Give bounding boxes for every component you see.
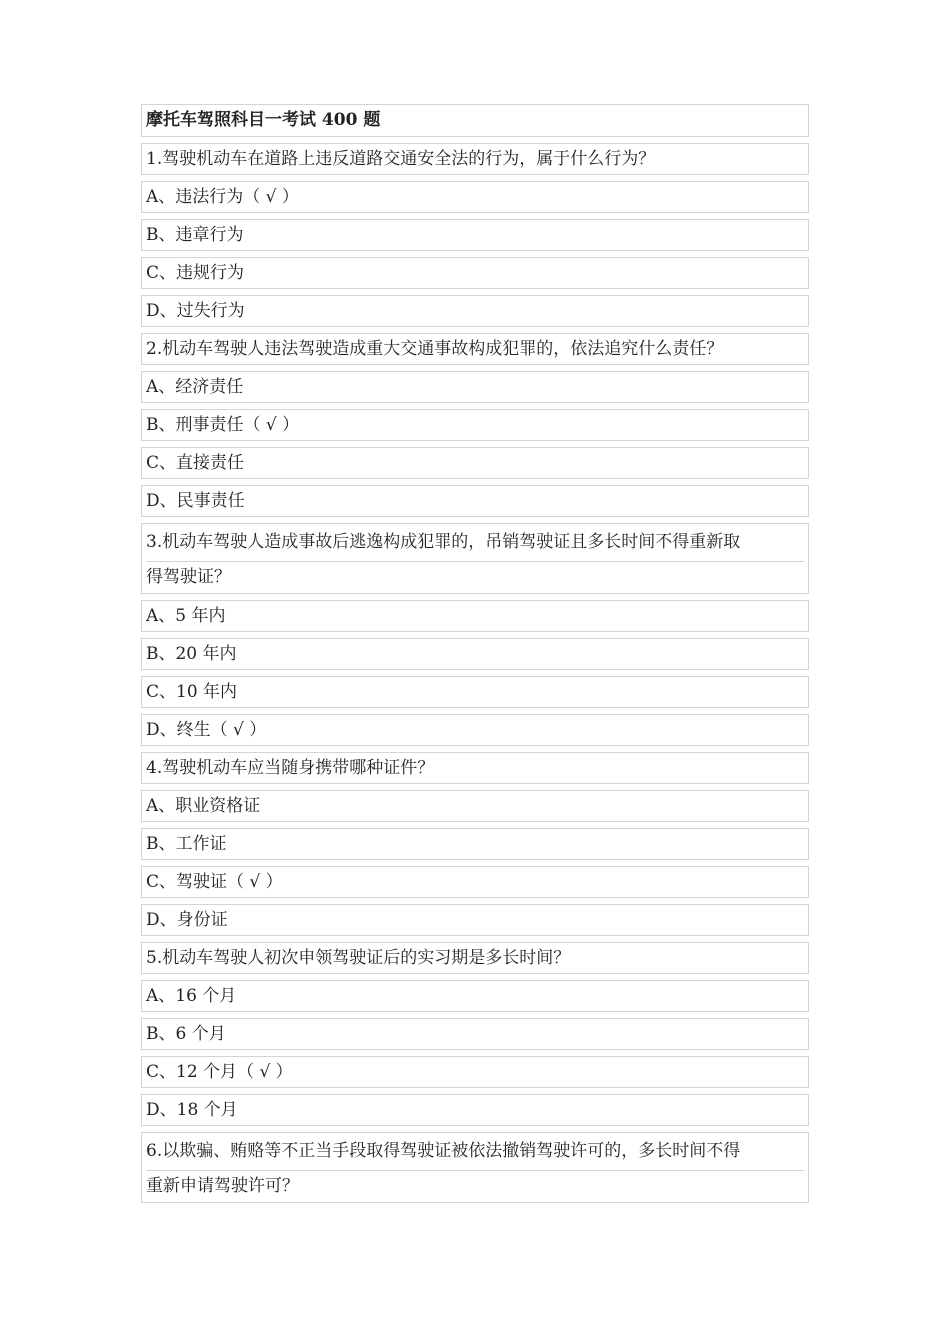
question-6-line-2: 重新申请驾驶许可？	[146, 1176, 299, 1196]
option-2d: D、民事责任	[141, 485, 809, 517]
option-3d: D、终生（ √ ）	[141, 714, 809, 746]
option-2a: A、经济责任	[141, 371, 809, 403]
option-1d: D、过失行为	[141, 295, 809, 327]
document-title: 摩托车驾照科目一考试 400 题	[141, 104, 809, 137]
question-5: 5.机动车驾驶人初次申领驾驶证后的实习期是多长时间？	[141, 942, 809, 974]
option-5a: A、16 个月	[141, 980, 809, 1012]
question-3-line-1: 3.机动车驾驶人造成事故后逃逸构成犯罪的，吊销驾驶证且多长时间不得重新取	[146, 524, 804, 562]
question-3	[141, 523, 809, 594]
option-4a: A、职业资格证	[141, 790, 809, 822]
option-1a: A、违法行为（ √ ）	[141, 181, 809, 213]
option-4b: B、工作证	[141, 828, 809, 860]
option-5b: B、6 个月	[141, 1018, 809, 1050]
option-4c: C、驾驶证（ √ ）	[141, 866, 809, 898]
option-2c: C、直接责任	[141, 447, 809, 479]
option-1b: B、违章行为	[141, 219, 809, 251]
exam-document	[141, 104, 809, 1209]
question-3-line-2: 得驾驶证？	[146, 567, 231, 587]
option-3a: A、5 年内	[141, 600, 809, 632]
option-3c: C、10 年内	[141, 676, 809, 708]
question-6-line-1: 6.以欺骗、贿赂等不正当手段取得驾驶证被依法撤销驾驶许可的，多长时间不得	[146, 1133, 804, 1171]
option-5c: C、12 个月（ √ ）	[141, 1056, 809, 1088]
option-4d: D、身份证	[141, 904, 809, 936]
option-2b: B、刑事责任（ √ ）	[141, 409, 809, 441]
option-1c: C、违规行为	[141, 257, 809, 289]
option-5d: D、18 个月	[141, 1094, 809, 1126]
question-1: 1.驾驶机动车在道路上违反道路交通安全法的行为，属于什么行为？	[141, 143, 809, 175]
option-3b: B、20 年内	[141, 638, 809, 670]
question-4: 4.驾驶机动车应当随身携带哪种证件？	[141, 752, 809, 784]
question-6	[141, 1132, 809, 1203]
question-2: 2.机动车驾驶人违法驾驶造成重大交通事故构成犯罪的，依法追究什么责任？	[141, 333, 809, 365]
